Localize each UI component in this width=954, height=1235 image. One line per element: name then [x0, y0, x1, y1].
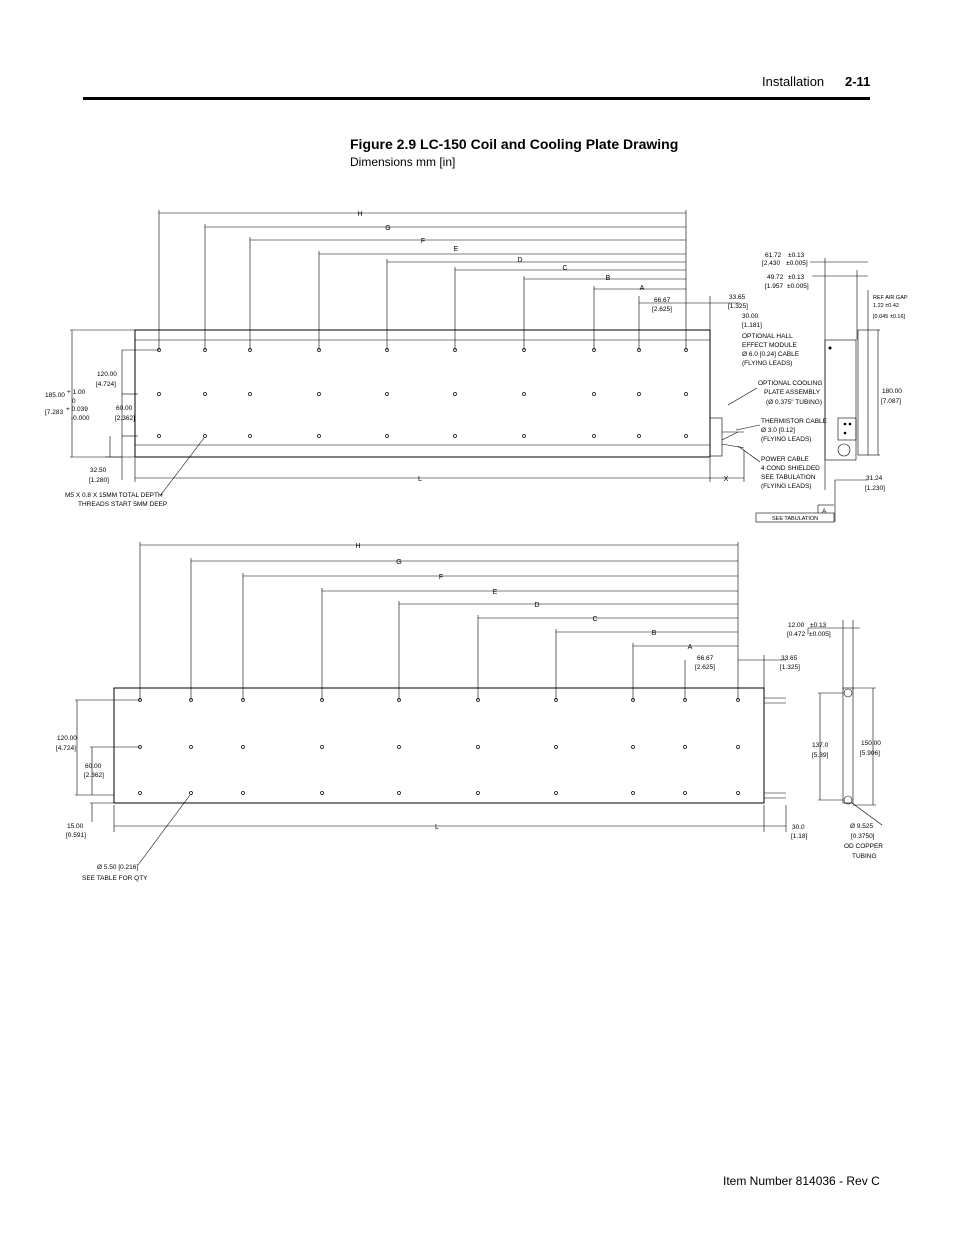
bottom-dim-D: D [534, 602, 540, 609]
bottom-dim-30-in: [1.18] [791, 833, 808, 840]
top-dim-32-in: [1.280] [89, 477, 109, 484]
bottom-dim-15-in: [0.591] [66, 832, 86, 839]
bottom-dim-L: L [435, 824, 439, 831]
side-12-mm: 12.00 [788, 622, 805, 629]
side-31-mm: 31.24 [866, 475, 883, 482]
air-gap-line1: REF AIR GAP [873, 295, 908, 301]
top-dim-66-mm: 66.67 [654, 297, 671, 304]
tubing-line2: [0.3750] [851, 833, 875, 840]
bottom-dim-66-in: [2.625] [695, 664, 715, 671]
bottom-mounting-holes [139, 699, 740, 795]
hall-module-line2: EFFECT MODULE [742, 342, 797, 349]
top-dim-60-mm: 60.00 [116, 405, 133, 412]
bottom-plate-body [114, 688, 764, 803]
bottom-dim-120-mm: 120.00 [57, 735, 77, 742]
top-dim-H: H [357, 211, 363, 218]
bottom-dim-E: E [492, 589, 498, 596]
tubing-line4: TUBING [852, 853, 877, 860]
cooling-plate-line3: (Ø 0.375" TUBING) [766, 399, 823, 406]
top-coil-view [45, 210, 828, 508]
power-cable-line2: 4 COND SHIELDED [761, 465, 820, 472]
bottom-dim-A: A [687, 644, 693, 651]
side-12-tol-in: ±0.005] [809, 631, 831, 638]
top-mounting-holes [158, 349, 688, 438]
header-section-title: Installation [762, 74, 825, 89]
top-dim-L: L [418, 476, 422, 483]
thread-note-line2: THREADS START 5MM DEEP [78, 501, 168, 508]
side-61-tol-in: ±0.005] [786, 260, 808, 267]
bottom-dim-F: F [438, 574, 444, 581]
top-dim-33-in: [1.325] [728, 303, 748, 310]
hall-module-line4: (FLYING LEADS) [742, 360, 793, 367]
side-49-mm: 49.72 [767, 274, 784, 281]
bottom-dim-30-mm: 30.0 [792, 824, 805, 831]
side-180-in: [7.087] [881, 398, 901, 405]
top-dim-30-in: [1.181] [742, 322, 762, 329]
side-150-in: [5.906] [860, 750, 880, 757]
hall-module-line1: OPTIONAL HALL [742, 333, 793, 340]
cooling-plate-line1: OPTIONAL COOLING [758, 380, 823, 387]
side-49-tol-in: ±0.005] [787, 283, 809, 290]
bottom-dim-letters [355, 543, 692, 831]
top-dim-66-in: [2.625] [652, 306, 672, 313]
bottom-dim-33-in: [1.325] [780, 664, 800, 671]
side-137-in: [5.39] [812, 752, 829, 759]
top-dim-120-mm: 120.00 [97, 371, 117, 378]
top-dim-G: G [385, 225, 391, 232]
top-dim-E: E [453, 246, 459, 253]
power-cable-line1: POWER CABLE [761, 456, 809, 463]
figure-title: Figure 2.9 LC-150 Coil and Cooling Plate Drawing [350, 136, 679, 152]
side-31-in: [1.230] [865, 485, 885, 492]
side-137-mm: 137.0 [812, 742, 829, 749]
top-dim-D: D [517, 257, 523, 264]
header-page-number: 2-11 [845, 74, 871, 89]
side-180-mm: 180.00 [882, 388, 902, 395]
side-61-in: [2.430 [762, 260, 781, 267]
footer-item-number: Item Number 814036 - Rev C [723, 1174, 880, 1188]
bottom-dim-66-mm: 66.67 [697, 655, 714, 662]
top-dim-30-mm: 30.00 [742, 313, 759, 320]
power-cable-line4: (FLYING LEADS) [761, 483, 812, 490]
top-dim-120-in: [4.724] [96, 381, 116, 388]
hall-module-line3: Ø 6.0 [0.24] CABLE [742, 351, 800, 358]
top-dim-letters [357, 211, 728, 483]
tubing-line1: Ø 9.525 [850, 823, 874, 830]
top-side-view [756, 252, 908, 522]
top-dim-B: B [605, 275, 611, 282]
top-dim-C: C [562, 265, 568, 272]
top-coil-body [135, 330, 710, 457]
top-dim-185-in: [7.283 [45, 409, 64, 416]
top-dim-33-mm: 33.65 [729, 294, 746, 301]
bottom-callouts [56, 655, 807, 882]
top-dim-F: F [420, 238, 426, 245]
bottom-dim-60-in: [2.362] [84, 772, 104, 779]
top-dim-185-zero: 0 [72, 398, 76, 405]
thread-note-line1: M5 X 0.8 X 15MM TOTAL DEPTH [65, 492, 163, 499]
power-cable-line3: SEE TABULATION [761, 474, 816, 481]
hole-note-line1: Ø 5.50 [0.216] [97, 864, 139, 871]
tubing-line3: OD COPPER [844, 843, 884, 850]
bottom-dim-15-mm: 15.00 [67, 823, 84, 830]
bottom-plate-view [56, 542, 807, 882]
bottom-dim-120-in: [4.724] [56, 745, 76, 752]
bottom-dim-B: B [651, 630, 657, 637]
top-dim-X: X [723, 476, 729, 483]
bottom-dim-60-mm: 60.00 [85, 763, 102, 770]
top-dim-185-plus: + 1.00 [67, 389, 86, 396]
air-gap-line2: 1.22 ±0.42 [873, 303, 899, 309]
top-dim-185-minus-in: -0.000 [71, 415, 90, 422]
thermistor-line3: (FLYING LEADS) [761, 436, 812, 443]
air-gap-line3: [0.045 ±0.16] [873, 314, 906, 320]
side-49-in: [1.957 [765, 283, 784, 290]
bottom-dim-G: G [396, 559, 402, 566]
top-dim-A: A [639, 285, 645, 292]
bottom-dim-H: H [355, 543, 361, 550]
top-dim-185-plus-in: + 0.039 [66, 406, 88, 413]
side-12-tol: ±0.13 [810, 622, 827, 629]
hole-note-line2: SEE TABLE FOR QTY [82, 875, 148, 882]
top-dimension-lines [70, 210, 744, 482]
top-dim-185-mm: 185.00 [45, 392, 65, 399]
flatness-note: SEE TABULATION [772, 516, 819, 522]
side-49-tol: ±0.13 [788, 274, 805, 281]
bottom-dim-33-mm: 33.65 [781, 655, 798, 662]
side-150-mm: 150.00 [861, 740, 881, 747]
bottom-dim-C: C [592, 616, 598, 623]
cooling-plate-line2: PLATE ASSEMBLY [764, 389, 821, 396]
thermistor-line2: Ø 3.0 [0.12] [761, 427, 795, 434]
thermistor-line1: THERMISTOR CABLE [761, 418, 827, 425]
top-dim-60-in: [2.362] [115, 415, 135, 422]
side-12-in: [0.472 [787, 631, 806, 638]
bottom-dimension-lines [75, 542, 786, 832]
side-61-tol: ±0.13 [788, 252, 805, 259]
datum-a: A [822, 508, 827, 515]
top-dim-32-mm: 32.50 [90, 467, 107, 474]
figure-subtitle: Dimensions mm [in] [350, 155, 456, 169]
side-61-mm: 61.72 [765, 252, 782, 259]
